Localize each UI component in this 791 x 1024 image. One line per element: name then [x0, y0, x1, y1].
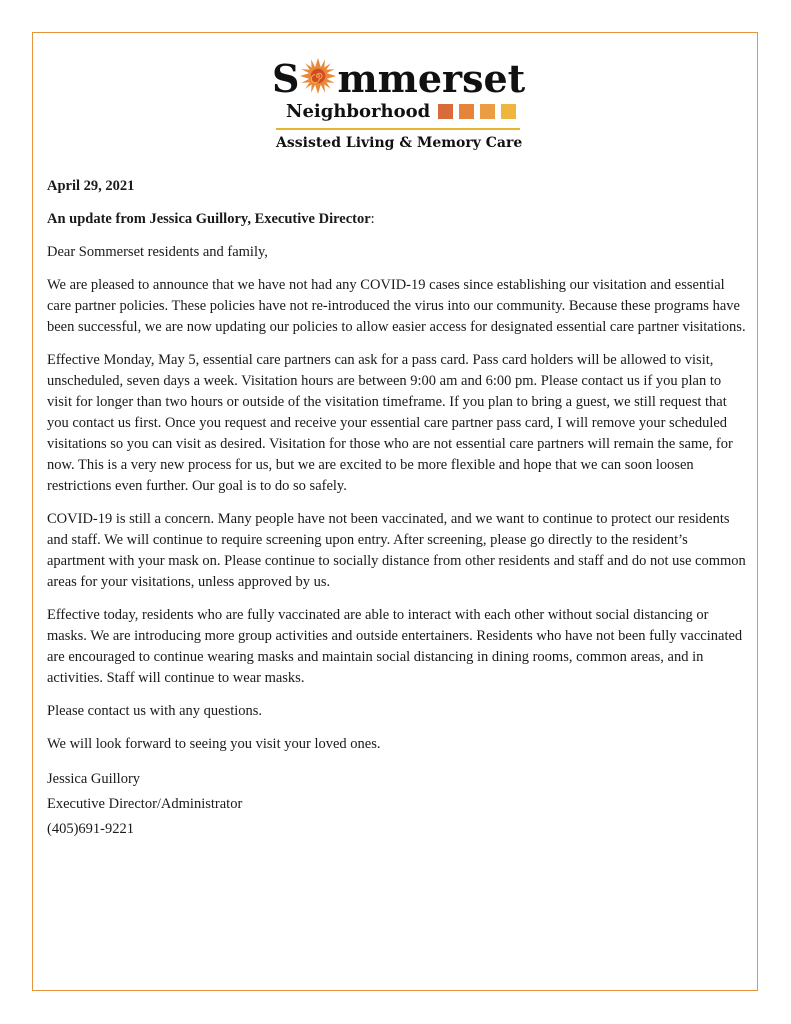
paragraph-pass-card: Effective Monday, May 5, essential care partners can ask for a pass card. Pass card holders will be allowed to visit, unscheduled, seven days a week. Visitation hours are between 9:00 am and 6:00 pm. Please contact us if you plan to visit for longer than two hours or outside of the visitation timeframe. If you plan to bring a guest, we still request that you contact us first. Once you request and receive your essential care partner pass card, I will remove your scheduled visitations so you can visit as desired. Visitation for those who are not essential care partners will remain the same, for now. This is a very new process for us, but we are excited to be more flexible and hope that we can soon loosen restrictions even further. Our goal is to do so safely.: [47, 352, 733, 494]
logo-subtitle-row: [286, 101, 516, 122]
salutation: Dear Sommerset residents and family,: [47, 244, 268, 260]
logo-tagline: Assisted Living & Memory Care: [276, 135, 523, 151]
signature-block: [47, 767, 747, 842]
logo-subtitle: Neighborhood: [286, 101, 431, 122]
sun-icon: [300, 56, 336, 96]
update-heading: An update from Jessica Guillory, Executive Director: [47, 211, 371, 227]
logo-square-4: [501, 104, 516, 119]
logo-wordmark: [272, 52, 526, 101]
update-heading-line: [47, 209, 747, 230]
paragraph-announcement: We are pleased to announce that we have not had any COVID-19 cases since establishing our visitation and essential care partner policies. These policies have not re-introduced the virus into our community. Because these programs have been successful, we are now updating our policies to allow easier access for designated essential care partner visitations.: [47, 277, 746, 335]
letter-body: [47, 176, 747, 842]
letter-date: April 29, 2021: [47, 178, 135, 194]
paragraph-vaccinated: Effective today, residents who are fully vaccinated are able to interact with each other without social distancing or masks. We are introducing more group activities and outside entertainers. Residents who have not been fully vaccinated are encouraged to continue wearing masks and maintain social distancing in dining rooms, common areas, and in activities. Staff will continue to wear masks.: [47, 607, 743, 686]
paragraph-closing: We will look forward to seeing you visit your loved ones.: [47, 736, 381, 752]
sommerset-logo: [272, 52, 532, 156]
paragraph-covid-concern: COVID-19 is still a concern. Many people have not been vaccinated, and we want to continue to protect our residents and staff. We will continue to require screening upon entry. After screening, please go directly to the resident’s apartment with your mask on. Please continue to socially distance from other residents and staff and do not use common areas for your visitations, unless approved by us.: [47, 511, 746, 590]
logo-squares: [438, 104, 516, 119]
logo-letters-rest: mmerset: [337, 56, 526, 101]
update-heading-colon: :: [370, 211, 375, 227]
logo-divider: [276, 128, 520, 130]
logo-letter-s: S: [272, 56, 300, 101]
logo-square-2: [459, 104, 474, 119]
paragraph-questions: Please contact us with any questions.: [47, 703, 263, 719]
signature-phone: (405)691-9221: [47, 821, 134, 837]
signature-title: Executive Director/Administrator: [47, 796, 243, 812]
logo-square-3: [480, 104, 495, 119]
signature-name: Jessica Guillory: [47, 771, 141, 787]
logo-square-1: [438, 104, 453, 119]
